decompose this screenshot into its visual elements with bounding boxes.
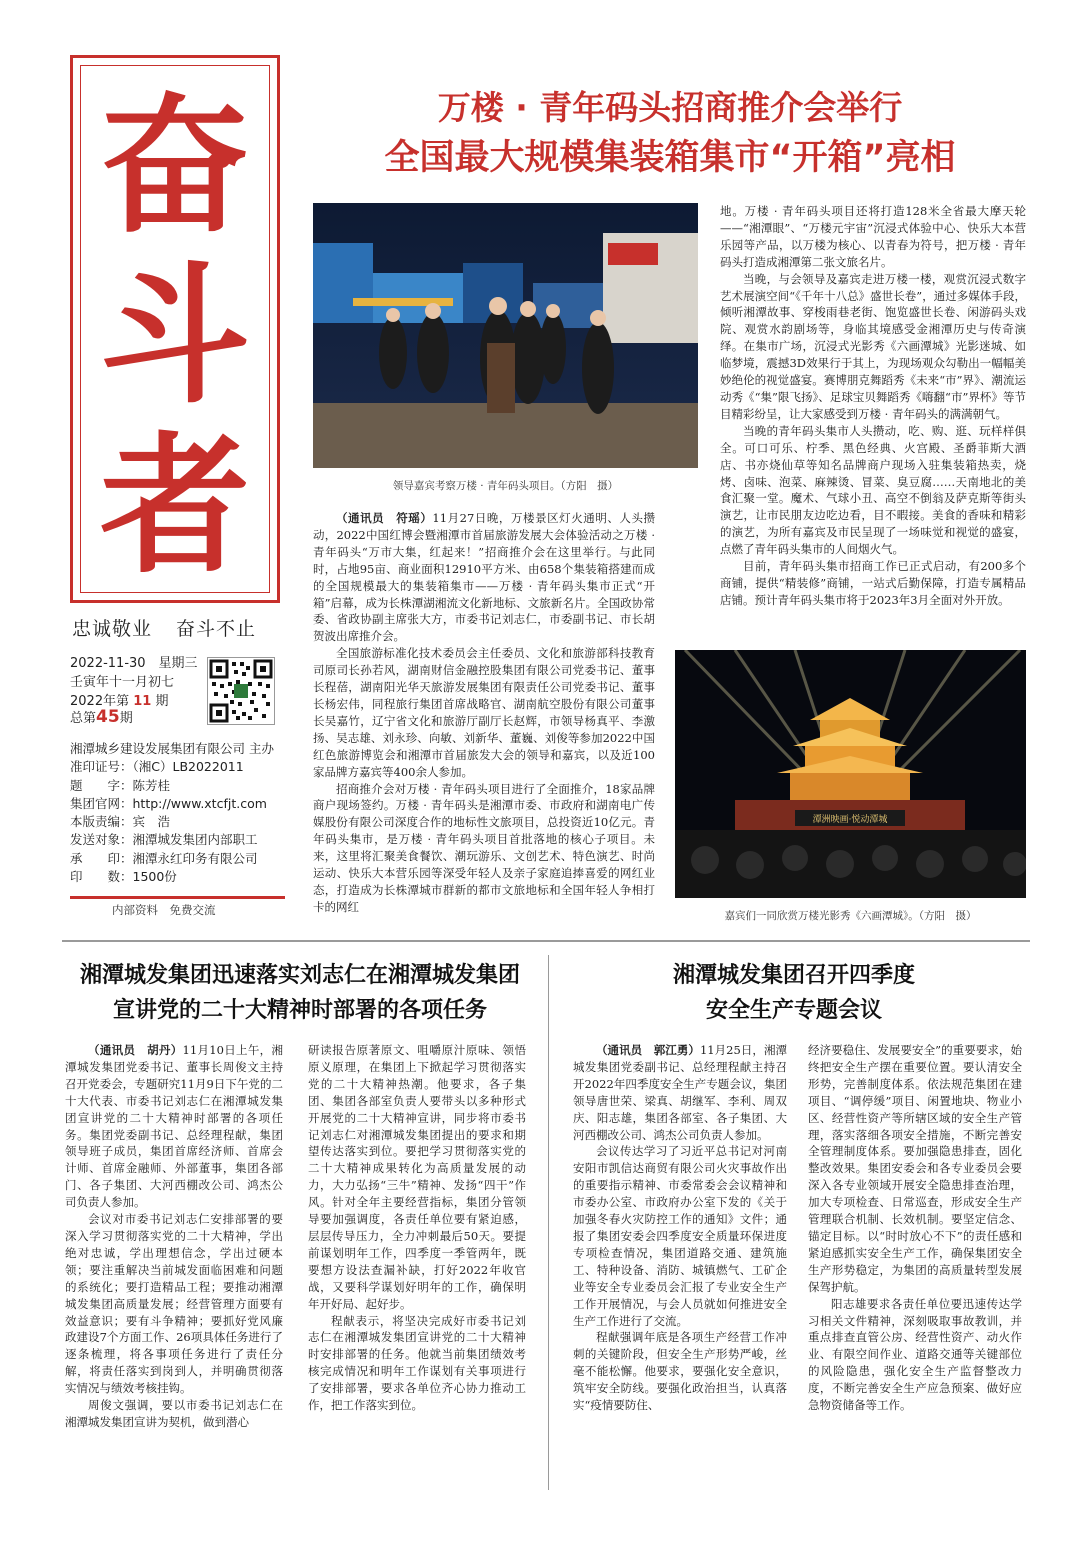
lead-paragraph: （通讯员 符瑶）11月27日晚，万楼景区灯火通明、人头攒动，2022中国红博会暨湘潭市首届旅游发展大会体验活动之万楼 · 青年码头“万市大集，红起来！”招商推介会在这里举行。与此同时，占地95亩、商业面积12910平方米、由658个集装箱搭建而成的全国规模最大的集装箱集市——万楼 · 青年码头集市正式“开箱”启幕，成为长株潭湖湘流文化新地标、文旅新名片。全国政协常委、省政协副主席张大方，市委书记刘志仁，市委副书记、市长胡贺波出席推介会。 [313, 511, 655, 644]
lead-paragraph: 地。万楼 · 青年码头项目还将打造128米全省最大摩天轮——“湘潭眼”、“万楼元宇宙”沉浸式体验中心、快乐大本营乐园等产品，以万楼为核心、以青春为符号，把万楼 · 青年码头打造成湘潭第二张文旅名片。 [720, 204, 1026, 269]
right-byline: （通讯员 郭江勇） [596, 1043, 700, 1057]
lead-paragraph: 全国旅游标准化技术委员会主任委员、文化和旅游部科技教育司原司长孙若风，湖南财信金融控股集团有限公司党委书记、董事长程蓓，湖南阳光华天旅游发展集团有限责任公司党委书记、董事长杨宏伟，同程旅行集团首席战略官、湖南航空股份有限公司董事长吴嘉竹，辽宁省文化和旅游厅副厅长赵辉，市领导杨真平、李激扬、吴志雄、刘永珍、向敏、刘新华、董巍、刘俊等参加2022中国红色旅游博览会和湘潭市首届旅发大会的领导和嘉宾，以及近100家品牌方嘉宾等400余人参加。 [313, 646, 655, 779]
photo-light-show-caption: 嘉宾们一同欣赏万楼光影秀《六画潭城》。（方阳 摄） [724, 910, 977, 922]
left-paragraph: （通讯员 胡丹）11月10日上午，湘潭城发集团党委书记、董事长周俊文主持召开党委会，专题研究11月9日下午党的二十大代表、市委书记刘志仁在湘潭城发集团宣讲党的二十大精神时部署的各项任务。集团党委副书记、总经理程献，集团领导班子成员，集团首席经济师、首席会计师、首席金融师、外部董事，集团各部门、各子集团、大河西棚改公司、鸿杰公司负责人参加。 [65, 1043, 283, 1210]
right-article-col-2 [808, 1042, 1022, 1490]
right-paragraph: 会议传达学习了习近平总书记对河南安阳市凯信达商贸有限公司火灾事故作出的重要指示精神、市委常委会会议精神和市委办公室、市政府办公室下发的《关于加强冬春火灾防控工作的通知》文件；通报了集团安委会四季度安全质量环保进度专项检查情况，集团道路交通、建筑施工、特种设备、消防、城镇燃气、工矿企业等安全专业委员会汇报了专业安全生产工作开展情况，与会人员就如何推进安全生产工作进行了交流。 [573, 1144, 787, 1328]
photo-leaders-caption: 领导嘉宾考察万楼 · 青年码头项目。（方阳 摄） [392, 480, 619, 492]
right-paragraph: 经济要稳住、发展要安全”的重要要求，始终把安全生产摆在重要位置。要认清安全形势，完善制度体系。依法规范集团在建项目、“调停缓”项目、闲置地块、物业小区、经营性资产等所辖区域的安全生产管理，落实落细各项安全措施，不断完善安全管理制度体系。要加强隐患排查，固化整改效果。集团安委会和各专业委员会要深入各专业领域开展安全隐患排查治理，加大专项检查、日常巡查，形成安全生产管理联合机制、长效机制。要坚定信念、锚定目标。以“时时放心不下”的责任感和紧迫感抓实安全生产工作，确保集团安全生产形势稳定，为集团的高质量转型发展保驾护航。 [808, 1043, 1022, 1294]
masthead-inner-border [80, 65, 270, 593]
left-article-title-line-2: 宣讲党的二十大精神时部署的各项任务 [112, 997, 487, 1023]
right-article-title-line-2: 安全生产专题会议 [705, 997, 882, 1023]
left-article-title-line-1: 湘潭城发集团迅速落实刘志仁在湘潭城发集团 [79, 962, 520, 988]
imprint-line: 湘潭城乡建设发展集团有限公司 主办 [70, 741, 274, 756]
photo-leaders-inspecting [313, 203, 698, 468]
masthead-char-2: 斗 [99, 248, 250, 424]
total-number: 45 [96, 707, 120, 727]
issue-number: 11 [133, 694, 152, 709]
issue-lunar-date: 壬寅年十一月初七 [70, 675, 175, 690]
left-paragraph: 程献表示，将坚决完成好市委书记刘志仁在湘潭城发集团宣讲党的二十大精神时安排部署的任务。他就当前集团绩效考核完成情况和明年工作谋划有关事项进行了安排部署，要求各单位齐心协力推动工作，把工作落实到位。 [308, 1313, 526, 1413]
lead-paragraph: 目前，青年码头集市招商工作已正式启动，有200多个商铺，提供“精装修”商铺，一站式后勤保障，打造专属精品店铺。预计青年码头集市将于2023年3月全面对外开放。 [720, 559, 1026, 607]
imprint-line: 印 数：1500份 [70, 869, 177, 885]
masthead-char-1: 奋 [99, 78, 250, 254]
total-suffix: 期 [119, 711, 133, 726]
motto [72, 614, 287, 641]
left-paragraph: 研读报告原著原文、咀嚼原汁原味、领悟原义原理，在集团上下掀起学习贯彻落实党的二十大精神热潮。他要求，各子集团、集团各部室负责人要带头以多种形式开展党的二十大精神宣讲，同步将市委书记刘志仁对湘潭城发集团提出的要求和期望传达落实到位。要把学习贯彻落实党的二十大精神成果转化为高质量发展的动力，大力弘扬“三牛”精神、发扬“四干”作风。针对全年主要经营指标，集团分管领导要加强调度，各责任单位要有紧迫感，层层传导压力，全力冲刺最后50天。要提前谋划明年工作，四季度一季管两年，既要想方设法查漏补缺，打好2022年收官战，又要科学谋划好明年的工作，确保明年开好局、起好步。 [308, 1043, 526, 1311]
lead-headline-line-2: 全国最大规模集装箱集市“开箱”亮相 [384, 138, 956, 178]
right-article-col-1 [573, 1042, 787, 1490]
right-paragraph: （通讯员 郭江勇）11月25日，湘潭城发集团党委副书记、总经理程献主持召开2022年四季度安全生产专题会议，集团领导唐世荣、梁真、胡继军、李利、周双庆、阳志雄，集团各部室、各子集团、大河西棚改公司、鸿杰公司负责人参加。 [573, 1043, 787, 1142]
qr-code-icon [207, 657, 275, 725]
issue-suffix: 期 [155, 694, 169, 709]
issue-prefix: 2022年第 [70, 694, 130, 709]
left-article-col-2 [308, 1042, 526, 1490]
masthead-char-3: 者 [99, 418, 250, 594]
lead-byline: （通讯员 符瑶） [336, 511, 433, 525]
imprint-line: 承 印：湘潭永红印务有限公司 [70, 850, 258, 866]
masthead-logo [70, 55, 280, 603]
motto-part-1: 忠诚敬业 [72, 618, 153, 640]
imprint-line: 准印证号：（湘C）LB2022011 [70, 759, 244, 775]
right-paragraph: 阳志雄要求各责任单位要迅速传达学习相关文件精神，深刻吸取事故教训，并重点排查直管公房、经营性资产、动火作业、有限空间作业、道路交通等关键部位的风险隐患，强化安全生产监督整改力度，不断完善安全生产应急预案、做好应急物资储备等工作。 [808, 1296, 1022, 1413]
light-show-stage-sign: 潭洲映画·悦动潭城 [812, 815, 888, 825]
left-byline: （通讯员 胡丹） [88, 1043, 183, 1057]
total-prefix: 总第 [70, 711, 97, 726]
issue-total-line [70, 707, 133, 727]
right-paragraph: 程献强调年底是各项生产经营工作冲刺的关键阶段，但安全生产形势严峻，丝毫不能松懈。他要求，要强化安全意识，筑牢安全防线。要强化政治担当，认真落实“疫情要防住、 [573, 1330, 787, 1413]
lead-paragraph: 招商推介会对万楼 · 青年码头项目进行了全面推介，18家品牌商户现场签约。万楼 · 青年码头是湘潭市委、市政府和湖南电广传媒股份有限公司深度合作的地标性文旅项目，总投资近10亿元。青年码头集市，是万楼 · 青年码头项目首批落地的核心子项目。未来，这里将汇聚美食餐饮、潮玩游乐、文创艺术、特色演艺、时尚运动、快乐大本营乐园等深受年轻人及亲子家庭追捧喜爱的网红业态，打造成为长株潭城市群新的都市文旅地标和全国年轻人争相打卡的网红 [313, 781, 655, 914]
lead-paragraph: 当晚的青年码头集市人头攒动，吃、购、逛、玩样样俱全。可口可乐、柠季、黑色经典、火宫殿、圣爵菲斯大酒店、书亦烧仙草等知名品牌商户现场入驻集装箱热卖，烧烤、卤味、泡菜、麻辣烫、冒菜、臭豆腐……天南地北的美食汇聚一堂。魔术、气球小丑、高空不倒翁及萨克斯等街头演艺，让市民朋友边吃边看，目不暇接。美食的香味和精彩的演艺，为所有嘉宾及市民呈现了一场味觉和视觉的盛宴，点燃了青年码头集市的人间烟火气。 [720, 423, 1026, 557]
right-article-title-line-1: 湘潭城发集团召开四季度 [672, 962, 915, 988]
photo-light-show [675, 650, 1026, 898]
left-paragraph: 周俊文强调，要以市委书记刘志仁在湘潭城发集团宣讲为契机，做到潜心 [65, 1398, 283, 1429]
left-paragraph: 会议对市委书记刘志仁安排部署的要深入学习贯彻落实党的二十大精神，学出绝对忠诚，学出理想信念，学出过硬本领；要注重解决当前城发面临困难和问题的系统化；要打造精品工程；要推动湘潭城发集团高质量发展；经营管理方面要有效益意识；要有斗争精神；要抓好党风廉政建设7个方面工作、26项具体任务进行了逐条梳理，将各事项任务进行了责任分解，将责任落实到岗到人，并明确贯彻落实情况与绩效考核挂钩。 [65, 1212, 283, 1396]
lead-paragraph: 当晚，与会领导及嘉宾走进万楼一楼，观赏沉浸式数字艺术展演空间“《千年十八总》盛世长卷”，通过多媒体手段，倾听湘潭故事、穿梭雨巷老街、饱览盛世长卷、闲游码头戏院、观赏水韵剧场等，身临其境感受金湘潭历史与传奇演绎。在集市广场，沉浸式光影秀《六画潭城》光影迷城、如临梦境，震撼3D效果行于其上，为现场观众勾勒出一幅幅美妙绝伦的视觉盛宴。赛博朋克舞蹈秀《未来“市”界》、潮流运动秀《“集”限飞扬》、足球宝贝舞蹈秀《嗨翻“市”界杯》等节目精彩纷呈，让大家感受到万楼 · 青年码头的满满朝气。 [720, 271, 1026, 421]
imprint-line: 发送对象：湘潭城发集团内部职工 [70, 832, 258, 848]
imprint-line: 题 字：陈芳桂 [70, 777, 171, 793]
lead-headline-line-1: 万楼 · 青年码头招商推介会举行 [437, 88, 903, 127]
left-article-col-1 [65, 1042, 283, 1490]
imprint-line: 本版责编：宾 浩 [70, 814, 171, 830]
lead-article-col-2 [720, 203, 1026, 630]
column-divider [548, 955, 549, 1490]
section-divider [62, 940, 1030, 942]
imprint-footer: 内部资料 免费交流 [70, 896, 285, 918]
imprint-line: 集团官网：http://www.xtcfjt.com [70, 795, 267, 811]
lead-article-col-1 [313, 510, 655, 928]
issue-date: 2022-11-30 星期三 [70, 656, 198, 671]
motto-part-2: 奋斗不止 [176, 618, 257, 640]
imprint-block [70, 740, 285, 886]
